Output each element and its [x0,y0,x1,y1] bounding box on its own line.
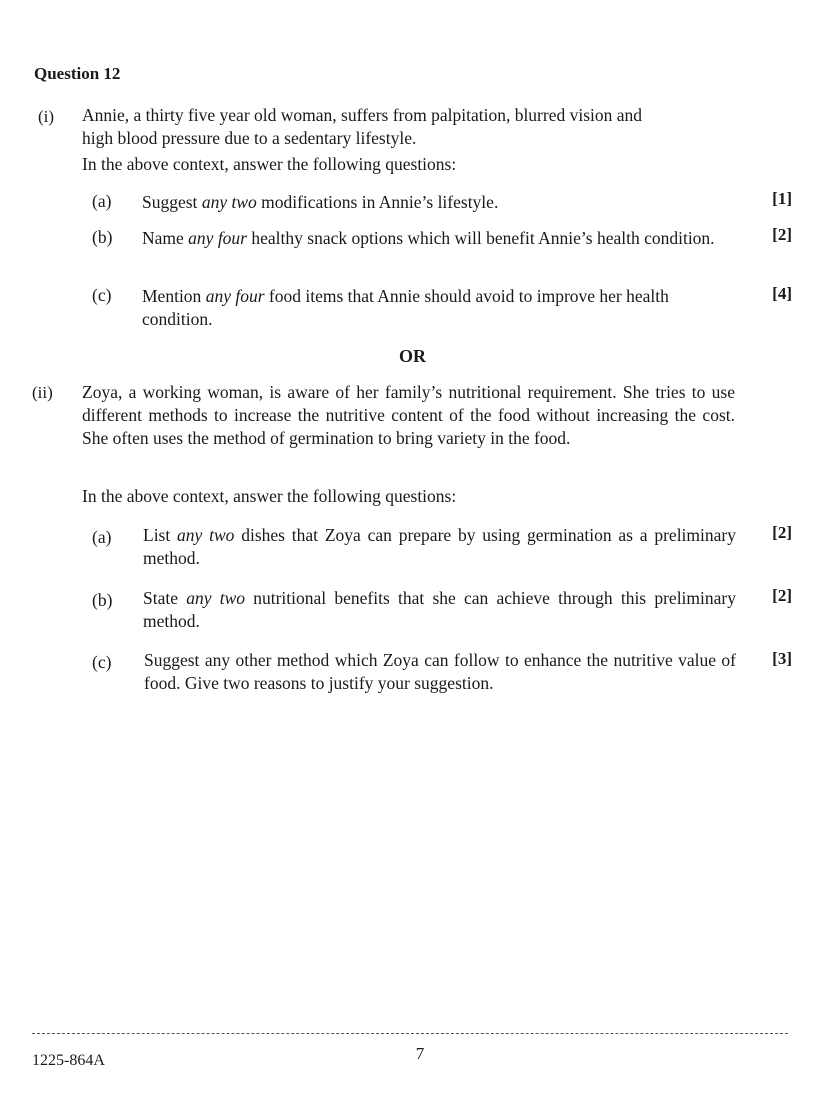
part-ii-a-text: List any two dishes that Zoya can prepare by using germination as a preliminary method. [143,525,736,568]
part-ii-b-label: (b) [92,590,113,610]
paper-code: 1225-864A [32,1052,105,1069]
part-i-c-label: (c) [92,285,112,305]
part-i-c-text: Mention any four food items that Annie should avoid to improve her health condition. [142,286,669,329]
question-title: Question 12 [34,64,121,83]
part-ii-c-text: Suggest any other method which Zoya can follow to enhance the nutritive value of food. Give two reasons to justify your suggestion. [144,650,736,693]
part-i-a-text: Suggest any two modifications in Annie’s lifestyle. [142,192,499,212]
or-separator: OR [399,346,426,366]
part-ii-a-label: (a) [92,527,112,547]
part-i-intro-line2: high blood pressure due to a sedentary lifestyle. [82,128,417,148]
part-i-a-label: (a) [92,191,112,211]
footer-divider [32,1033,788,1034]
part-ii-b-marks: [2] [772,586,792,605]
part-ii-b-text: State any two nutritional benefits that she can achieve through this preliminary method. [143,588,736,631]
part-i-b-text: Name any four healthy snack options which will benefit Annie’s health condition. [142,228,715,248]
part-ii-instruction: In the above context, answer the following questions: [82,486,457,506]
part-i-instruction: In the above context, answer the following questions: [82,154,457,174]
part-i-c-marks: [4] [772,284,792,303]
part-ii-a-marks: [2] [772,523,792,542]
part-ii-intro: Zoya, a working woman, is aware of her family’s nutritional requirement. She tries to use different methods to increase the nutritive content of the food without increasing the cost. She often uses the method of germination to bring variety in the food. [82,382,735,448]
part-i-b-label: (b) [92,227,113,247]
part-ii-label: (ii) [32,383,53,402]
page-number: 7 [415,1044,425,1063]
part-i-b-marks: [2] [772,225,792,244]
part-i-intro-line1: Annie, a thirty five year old woman, suffers from palpitation, blurred vision and [82,105,643,125]
part-i-a-marks: [1] [772,189,792,208]
part-i-intro [82,104,742,150]
part-ii-c-marks: [3] [772,649,792,668]
part-ii-c-label: (c) [92,652,112,672]
part-i-label: (i) [38,107,55,126]
